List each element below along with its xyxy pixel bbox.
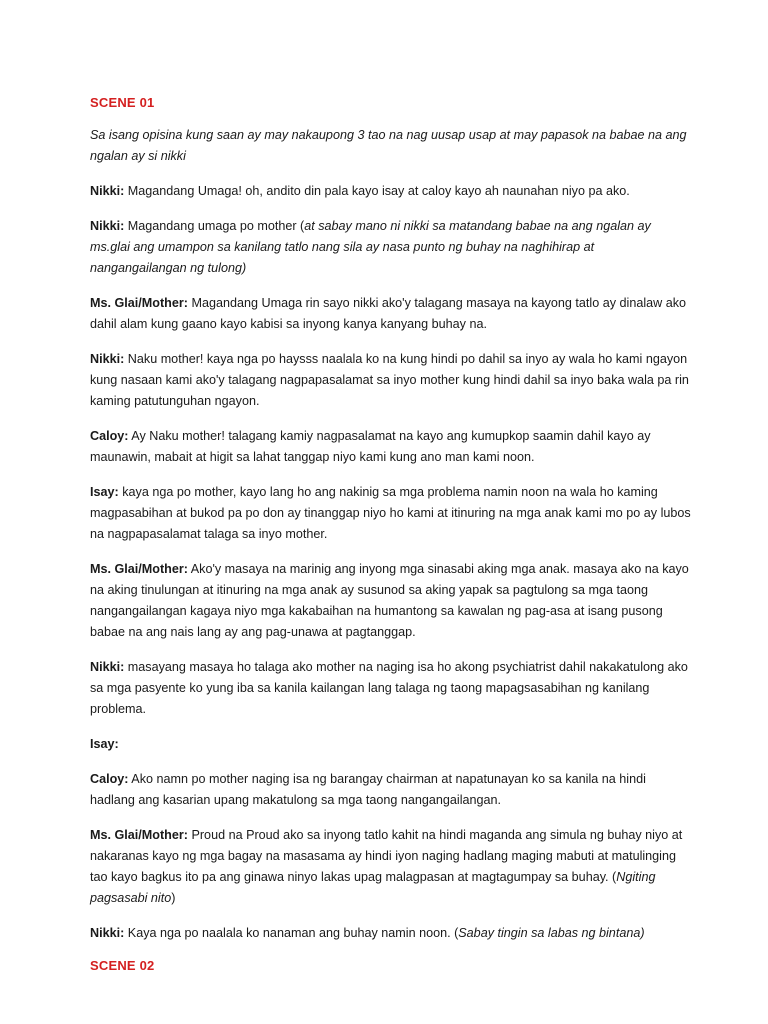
dialogue-line [90, 734, 692, 755]
dialogue-line [90, 657, 692, 720]
stage-direction: Sabay tingin sa labas ng bintana) [458, 926, 645, 940]
dialogue-line [90, 349, 692, 412]
dialogue-line [90, 426, 692, 468]
stage-direction: Ngiting pagsasabi nito [90, 870, 656, 905]
speaker-name: Nikki: [90, 352, 125, 366]
dialogue-line [90, 769, 692, 811]
dialogue-text: Magandang Umaga! oh, andito din pala kayo isay at caloy kayo ah naunahan niyo pa ako. [124, 184, 630, 198]
scene-heading: SCENE 02 [90, 958, 155, 973]
dialogue-line [90, 293, 692, 335]
dialogue-text: kaya nga po mother, kayo lang ho ang nakinig sa mga problema namin noon na wala ho kaming magpasabihan at bukod pa po don ay tinanggap niyo ho kami at itinuring na mga anak kami mo po ay lubos na nagpapasalamat talaga sa inyo mother. [90, 485, 691, 541]
speaker-name: Isay: [90, 737, 119, 751]
stage-direction: at sabay mano ni nikki sa matandang babae na ang ngalan ay ms.glai ang umampon sa kanilang tatlo nang sila ay nasa punto ng buhay na naghihirap at nangangailangan ng tulong) [90, 219, 651, 275]
dialogue-text: Naku mother! kaya nga po haysss naalala ko na kung hindi po dahil sa inyo ay wala ho kami ngayon kung nasaan kami ako'y talagang nagpapasalamat sa inyo mother kung hindi dahil sa inyo baka wala pa rin kaming patutunguhan ngayon. [90, 352, 689, 408]
speaker-name: Caloy: [90, 429, 129, 443]
dialogue-text: masayang masaya ho talaga ako mother na naging isa ho akong psychiatrist dahil nakakatulong ako sa mga pasyente ko yung iba sa kanila kailangan lang talaga ng taong mapagsasabihan ng kanilang problema. [90, 660, 688, 716]
speaker-name: Nikki: [90, 926, 125, 940]
dialogue-line [90, 216, 692, 279]
dialogue-text: Kaya nga po naalala ko nanaman ang buhay namin noon. ( [124, 926, 459, 940]
speaker-name: Nikki: [90, 184, 125, 198]
dialogue-text: Proud na Proud ako sa inyong tatlo kahit na hindi maganda ang simula ng buhay niyo at nakaranas kayo ng mga bagay na masasama ay hindi iyon naging hadlang maging mabuti at matulinging tao kayo bagkus ito pa ang ginawa ninyo lakas upag malagpasan at magtagumpay sa buhay. ( [90, 828, 683, 884]
dialogue-text: Ako'y masaya na marinig ang inyong mga sinasabi aking mga anak. masaya ako na kayo na aking tinulungan at itinuring na mga anak ay susunod sa aking yapak sa pagtulong sa mga taong nangangailangan kagaya niyo mga kakabaihan na humantong sa kawalan ng pag-asa at isang pusong babae na ang nais lang ay ang pag-unawa at pagtanggap. [90, 562, 689, 639]
speaker-name: Caloy: [90, 772, 129, 786]
speaker-name: Ms. Glai/Mother: [90, 296, 188, 310]
dialogue-text: Ako namn po mother naging isa ng barangay chairman at napatunayan ko sa kanila na hindi hadlang ang kasarian upang makatulong sa mga taong nangangailangan. [90, 772, 646, 807]
speaker-name: Nikki: [90, 660, 125, 674]
dialogue-line [90, 825, 692, 909]
dialogue-line [90, 181, 692, 202]
speaker-name: Nikki: [90, 219, 125, 233]
speaker-name: Ms. Glai/Mother: [90, 828, 188, 842]
dialogue-line [90, 923, 692, 944]
speaker-name: Ms. Glai/Mother: [90, 562, 188, 576]
scene-intro: Sa isang opisina kung saan ay may nakaupong 3 tao na nag uusap usap at may papasok na babae na ang ngalan ay si nikki [90, 128, 687, 163]
dialogue-text: Ay Naku mother! talagang kamiy nagpasalamat na kayo ang kumupkop saamin dahil kayo ay maunawin, mabait at higit sa lahat tanggap niyo kami kung ano man kami noon. [90, 429, 651, 464]
dialogue-line [90, 559, 692, 643]
dialogue-text-after: ) [171, 891, 176, 905]
dialogue-text: Magandang Umaga rin sayo nikki ako'y talagang masaya na kayong tatlo ay dinalaw ako dahil alam kung gaano kayo kabisi sa inyong kanya kanyang buhay na. [90, 296, 687, 331]
dialogue-line [90, 482, 692, 545]
speaker-name: Isay: [90, 485, 119, 499]
scene-heading: SCENE 01 [90, 95, 155, 110]
dialogue-text: Magandang umaga po mother ( [124, 219, 305, 233]
